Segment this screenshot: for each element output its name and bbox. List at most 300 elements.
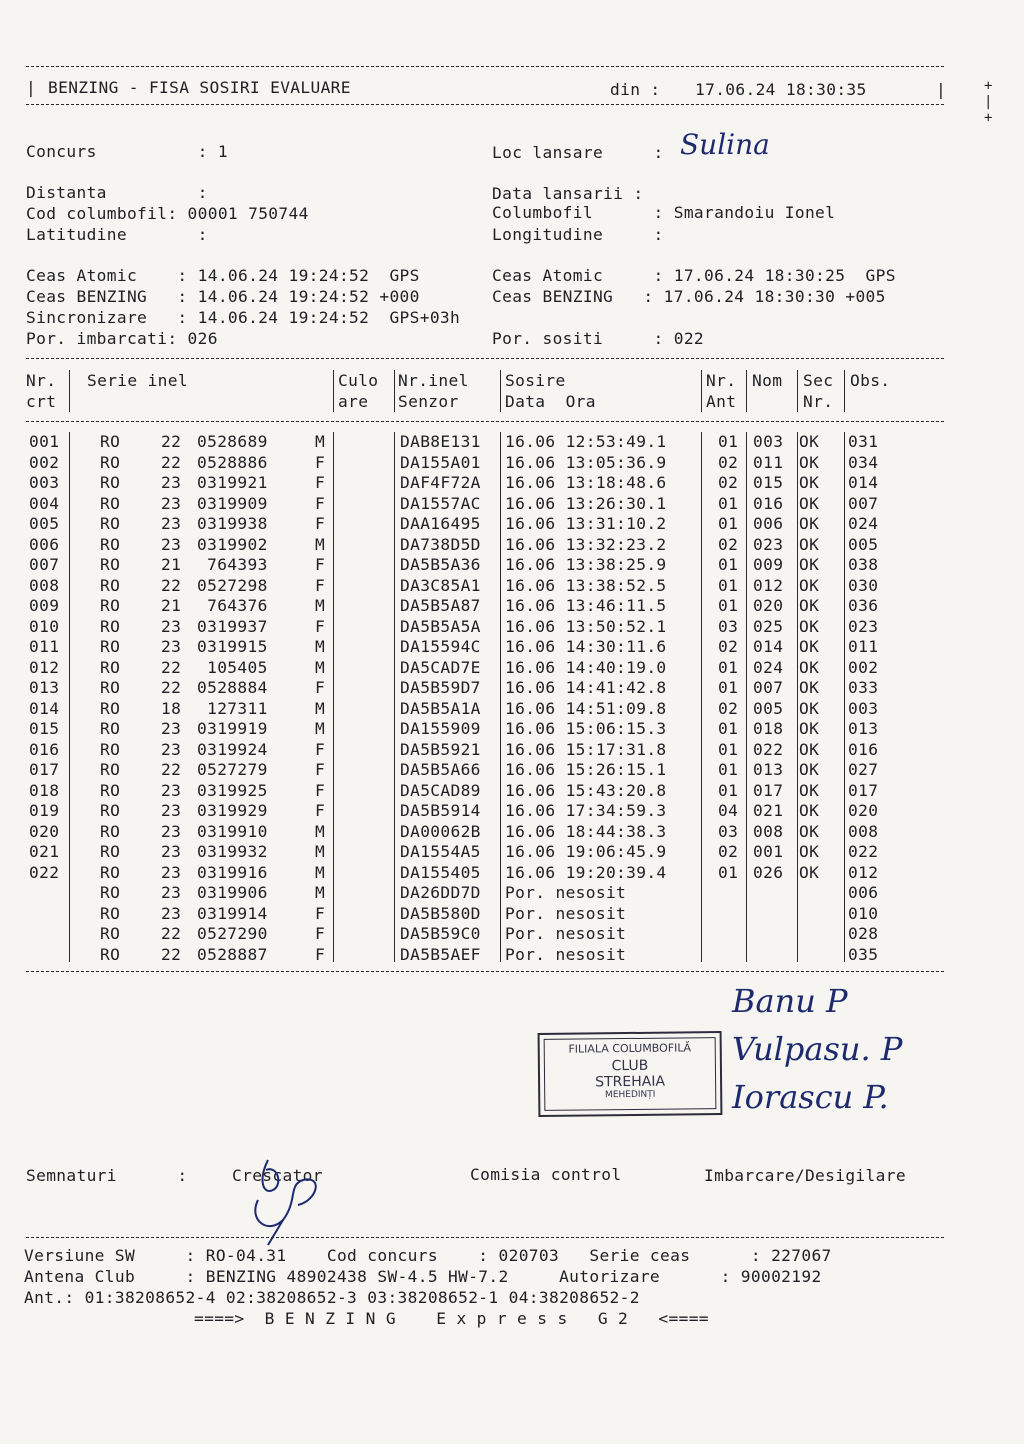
row-inel: 0319906: [197, 883, 268, 902]
row-inel: 0527279: [197, 760, 268, 779]
row-tara: RO: [100, 616, 121, 636]
ceas-atomic-start: Ceas Atomic : 14.06.24 19:24:52 GPS: [26, 266, 420, 285]
row-inel: 0527298: [197, 575, 268, 595]
row-sosire: 16.06 15:26:15.1: [505, 760, 667, 779]
row-sec: OK: [799, 534, 820, 554]
header-left-bar: |: [26, 78, 37, 97]
row-sex: M: [315, 862, 326, 882]
th-sep: [69, 370, 70, 412]
latitudine-line: Latitudine :: [26, 225, 208, 244]
row-nom: 017: [753, 780, 784, 800]
row-an: 23: [161, 616, 182, 636]
row-sex: M: [315, 534, 326, 554]
th-nrinel: Nr.inel: [398, 371, 469, 390]
row-obs: 012: [848, 862, 879, 882]
ceas-benzing-end: Ceas BENZING : 17.06.24 18:30:30 +005: [492, 287, 886, 306]
row-an: 23: [161, 780, 182, 800]
row-senzor: DA5B5A36: [400, 555, 481, 574]
row-ant: 03: [718, 616, 739, 636]
row-ant: 01: [718, 514, 739, 533]
stamp-line-1: FILIALA COLUMBOFILĂ: [568, 1041, 692, 1056]
row-crt: 016: [29, 739, 60, 759]
row-obs: 030: [848, 575, 879, 595]
row-ant: 03: [718, 821, 739, 841]
th-data-ora: Data Ora: [505, 392, 596, 411]
row-ant: 01: [718, 555, 739, 574]
th-sec-nr: Nr.: [803, 392, 834, 411]
row-obs: 017: [848, 780, 879, 800]
row-ant: 01: [718, 432, 739, 451]
th-nom: Nom: [752, 371, 783, 390]
row-an: 22: [161, 452, 182, 472]
row-ant: 04: [718, 801, 739, 820]
table-row: [0, 842, 1024, 862]
row-nom: 021: [753, 801, 784, 820]
header-din-label: din :: [610, 80, 661, 99]
row-tara: RO: [100, 842, 121, 861]
footer-ant-line: Ant.: 01:38208652-4 02:38208652-3 03:38208652-1 04:38208652-2: [24, 1288, 640, 1307]
table-row: [0, 494, 1024, 514]
distanta-line: Distanta :: [26, 183, 208, 202]
th-nrant: Nr.: [706, 371, 737, 390]
row-crt: 020: [29, 821, 60, 841]
row-obs: 027: [848, 760, 879, 779]
row-nom: 014: [753, 637, 784, 656]
row-an: 23: [161, 883, 182, 902]
ceas-atomic-end: Ceas Atomic : 17.06.24 18:30:25 GPS: [492, 266, 896, 285]
row-crt: 021: [29, 842, 60, 861]
row-senzor: DA1557AC: [400, 493, 481, 513]
row-inel: 0528886: [197, 452, 268, 472]
row-nom: 003: [753, 432, 784, 451]
th-sep: [394, 370, 395, 412]
row-tara: RO: [100, 780, 121, 800]
stamp-line-3: STREHAIA: [595, 1073, 666, 1091]
row-sosire: 16.06 13:32:23.2: [505, 534, 667, 554]
row-tara: RO: [100, 739, 121, 759]
row-an: 22: [161, 760, 182, 779]
semnaturi-label: Semnaturi :: [26, 1166, 188, 1185]
row-sex: M: [315, 657, 326, 677]
row-sec: OK: [799, 862, 820, 882]
row-crt: 018: [29, 780, 60, 800]
row-an: 23: [161, 862, 182, 882]
row-senzor: DAB8E131: [400, 432, 481, 451]
row-obs: 033: [848, 678, 879, 697]
row-an: 22: [161, 924, 182, 943]
row-obs: 013: [848, 719, 879, 738]
row-tara: RO: [100, 719, 121, 738]
row-sosire: 16.06 15:06:15.3: [505, 719, 667, 738]
row-sex: F: [315, 924, 326, 943]
row-obs: 038: [848, 555, 879, 574]
row-sosire: Por. nesosit: [505, 924, 627, 943]
row-sex: F: [315, 514, 326, 533]
row-obs: 022: [848, 842, 879, 861]
row-sosire: 16.06 14:30:11.6: [505, 637, 667, 656]
row-senzor: DA3C85A1: [400, 575, 481, 595]
row-tara: RO: [100, 534, 121, 554]
row-inel: 0319915: [197, 637, 268, 656]
row-sex: M: [315, 432, 326, 451]
row-inel: 105405: [197, 657, 268, 677]
row-sec: OK: [799, 575, 820, 595]
row-nom: 023: [753, 534, 784, 554]
row-ant: 01: [718, 719, 739, 738]
table-row: [0, 576, 1024, 596]
row-senzor: DA15594C: [400, 637, 481, 656]
table-row: [0, 473, 1024, 493]
row-ant: 01: [718, 739, 739, 759]
row-sex: M: [315, 883, 326, 902]
row-inel: 0319916: [197, 862, 268, 882]
row-sosire: 16.06 13:05:36.9: [505, 452, 667, 472]
row-ant: 01: [718, 780, 739, 800]
table-row: [0, 514, 1024, 534]
row-an: 23: [161, 534, 182, 554]
row-sex: F: [315, 780, 326, 800]
row-crt: 006: [29, 534, 60, 554]
row-obs: 006: [848, 883, 879, 902]
row-obs: 031: [848, 432, 879, 451]
row-sex: F: [315, 616, 326, 636]
longitudine-line: Longitudine :: [492, 225, 664, 244]
row-nom: 026: [753, 862, 784, 882]
row-an: 22: [161, 575, 182, 595]
page-title: BENZING - FISA SOSIRI EVALUARE: [48, 78, 351, 97]
row-obs: 035: [848, 944, 879, 964]
row-nom: 012: [753, 575, 784, 595]
row-senzor: DAA16495: [400, 514, 481, 533]
row-tara: RO: [100, 821, 121, 841]
row-an: 23: [161, 842, 182, 861]
row-tara: RO: [100, 657, 121, 677]
row-crt: 005: [29, 514, 60, 533]
row-sosire: 16.06 15:17:31.8: [505, 739, 667, 759]
row-obs: 024: [848, 514, 879, 533]
row-crt: 011: [29, 637, 60, 656]
row-tara: RO: [100, 452, 121, 472]
row-sosire: Por. nesosit: [505, 903, 627, 923]
table-row: [0, 432, 1024, 452]
th-nr: Nr.: [26, 371, 57, 390]
row-sex: F: [315, 555, 326, 574]
stamp-line-4: MEHEDINȚI: [604, 1089, 656, 1101]
row-sec: OK: [799, 432, 820, 451]
row-nom: 001: [753, 842, 784, 861]
por-imbarcati-line: Por. imbarcati: 026: [26, 329, 218, 348]
row-sex: F: [315, 452, 326, 472]
row-inel: 764393: [197, 555, 268, 574]
row-crt: 008: [29, 575, 60, 595]
row-senzor: DA5B580D: [400, 903, 481, 923]
row-an: 23: [161, 473, 182, 492]
table-row: [0, 596, 1024, 616]
ceas-benzing-start: Ceas BENZING : 14.06.24 19:24:52 +000: [26, 287, 420, 306]
row-sosire: 16.06 17:34:59.3: [505, 801, 667, 820]
stamp-line-2: CLUB: [611, 1057, 649, 1075]
row-tara: RO: [100, 596, 121, 615]
stamp-inner-border: [544, 1037, 717, 1111]
row-crt: 004: [29, 493, 60, 513]
table-row: [0, 945, 1024, 965]
row-sex: M: [315, 821, 326, 841]
row-senzor: DA1554A5: [400, 842, 481, 861]
row-crt: 019: [29, 801, 60, 820]
row-sosire: 16.06 13:18:48.6: [505, 473, 667, 492]
row-sex: F: [315, 575, 326, 595]
table-row: [0, 760, 1024, 780]
data-lansarii-line: Data lansarii :: [492, 184, 644, 203]
row-tara: RO: [100, 924, 121, 943]
row-nom: 007: [753, 678, 784, 697]
row-ant: 02: [718, 698, 739, 718]
row-tara: RO: [100, 493, 121, 513]
row-inel: 764376: [197, 596, 268, 615]
row-nom: 024: [753, 657, 784, 677]
row-tara: RO: [100, 678, 121, 697]
row-crt: 010: [29, 616, 60, 636]
row-an: 22: [161, 432, 182, 451]
row-ant: 02: [718, 534, 739, 554]
sincronizare-line: Sincronizare : 14.06.24 19:24:52 GPS+03h: [26, 308, 461, 327]
concurs-line: Concurs : 1: [26, 142, 228, 161]
table-row: [0, 555, 1024, 575]
row-nom: 005: [753, 698, 784, 718]
row-tara: RO: [100, 760, 121, 779]
row-ant: 01: [718, 760, 739, 779]
row-sex: M: [315, 842, 326, 861]
rule-top: [26, 66, 944, 67]
th-sep: [500, 370, 501, 412]
th-sosire: Sosire: [505, 371, 566, 390]
row-sosire: 16.06 14:51:09.8: [505, 698, 667, 718]
table-row: [0, 617, 1024, 637]
cod-columbofil-line: Cod columbofil: 00001 750744: [26, 204, 309, 223]
row-sec: OK: [799, 780, 820, 800]
row-crt: 014: [29, 698, 60, 718]
table-row: [0, 781, 1024, 801]
row-ant: 01: [718, 575, 739, 595]
row-senzor: DA738D5D: [400, 534, 481, 554]
row-sosire: 16.06 14:40:19.0: [505, 657, 667, 677]
row-sosire: 16.06 13:38:52.5: [505, 575, 667, 595]
th-culo: Culo: [338, 371, 379, 390]
row-obs: 011: [848, 637, 879, 656]
th-sep: [333, 370, 334, 412]
footer-versiune-line: Versiune SW : RO-04.31 Cod concurs : 020703 Serie ceas : 227067: [24, 1246, 832, 1265]
row-crt: 015: [29, 719, 60, 738]
row-inel: 0319932: [197, 842, 268, 861]
row-senzor: DA155405: [400, 862, 481, 882]
row-nom: 020: [753, 596, 784, 615]
row-nom: 015: [753, 473, 784, 492]
rule-table-bottom: [26, 971, 944, 972]
rule-table-header-bottom: [26, 421, 944, 422]
row-an: 22: [161, 678, 182, 697]
handwritten-signature-1: Banu P: [732, 982, 848, 1020]
crescator-signature-scribble: [228, 1140, 358, 1250]
th-sep: [797, 370, 798, 412]
row-ant: 01: [718, 493, 739, 513]
loc-lansare-handwritten: Sulina: [680, 128, 770, 161]
row-crt: 007: [29, 555, 60, 574]
row-senzor: DAF4F72A: [400, 473, 481, 492]
comisia-label: Comisia control: [470, 1165, 622, 1184]
row-inel: 0319919: [197, 719, 268, 738]
row-crt: 003: [29, 473, 60, 492]
row-sec: OK: [799, 473, 820, 492]
footer-express-line: ====> B E N Z I N G E x p r e s s G 2 <====: [194, 1309, 709, 1328]
row-inel: 0319929: [197, 801, 268, 820]
row-senzor: DA155A01: [400, 452, 481, 472]
row-nom: 013: [753, 760, 784, 779]
row-senzor: DA5B5A66: [400, 760, 481, 779]
row-senzor: DA5B5914: [400, 801, 481, 820]
row-sec: OK: [799, 596, 820, 615]
row-tara: RO: [100, 575, 121, 595]
row-senzor: DA5B5921: [400, 739, 481, 759]
rule-footer-top: [26, 1237, 944, 1238]
row-tara: RO: [100, 514, 121, 533]
row-inel: 127311: [197, 698, 268, 718]
por-sositi-line: Por. sositi : 022: [492, 329, 705, 348]
row-an: 23: [161, 903, 182, 923]
row-sosire: Por. nesosit: [505, 944, 627, 964]
row-inel: 0319937: [197, 616, 268, 636]
row-nom: 018: [753, 719, 784, 738]
table-row: [0, 801, 1024, 821]
row-sex: M: [315, 698, 326, 718]
row-senzor: DA5CAD89: [400, 780, 481, 800]
th-sep: [844, 370, 845, 412]
row-obs: 028: [848, 924, 879, 943]
row-senzor: DA26DD7D: [400, 883, 481, 902]
row-inel: 0319925: [197, 780, 268, 800]
row-senzor: DA5B59D7: [400, 678, 481, 697]
row-tara: RO: [100, 903, 121, 923]
row-crt: 009: [29, 596, 60, 615]
table-row: [0, 699, 1024, 719]
table-row: [0, 740, 1024, 760]
row-senzor: DA5B5A87: [400, 596, 481, 615]
table-row: [0, 883, 1024, 903]
row-an: 21: [161, 596, 182, 615]
rule-table-top: [26, 358, 944, 359]
row-senzor: DA5B59C0: [400, 924, 481, 943]
th-ant: Ant: [706, 392, 737, 411]
row-ant: 01: [718, 657, 739, 677]
row-an: 22: [161, 657, 182, 677]
th-sep: [701, 370, 702, 412]
row-sec: OK: [799, 821, 820, 841]
row-tara: RO: [100, 698, 121, 718]
row-obs: 016: [848, 739, 879, 759]
row-crt: 013: [29, 678, 60, 697]
row-ant: 01: [718, 862, 739, 882]
row-an: 22: [161, 944, 182, 964]
row-crt: 012: [29, 657, 60, 677]
row-obs: 005: [848, 534, 879, 554]
row-sex: M: [315, 719, 326, 738]
row-an: 18: [161, 698, 182, 718]
row-sec: OK: [799, 842, 820, 861]
row-sec: OK: [799, 452, 820, 472]
row-nom: 009: [753, 555, 784, 574]
row-crt: 017: [29, 760, 60, 779]
club-stamp: [538, 1031, 723, 1117]
table-row: [0, 658, 1024, 678]
crescator-label: Crescator: [232, 1166, 323, 1185]
row-obs: 002: [848, 657, 879, 677]
row-sex: M: [315, 637, 326, 656]
row-obs: 023: [848, 616, 879, 636]
row-inel: 0319921: [197, 473, 268, 492]
row-sosire: 16.06 13:26:30.1: [505, 493, 667, 513]
row-nom: 016: [753, 493, 784, 513]
row-sosire: 16.06 14:41:42.8: [505, 678, 667, 697]
row-senzor: DA5B5A1A: [400, 698, 481, 718]
row-obs: 014: [848, 473, 879, 492]
th-sep: [746, 370, 747, 412]
table-row: [0, 924, 1024, 944]
row-sosire: 16.06 19:06:45.9: [505, 842, 667, 861]
row-obs: 008: [848, 821, 879, 841]
row-obs: 034: [848, 452, 879, 472]
row-sec: OK: [799, 493, 820, 513]
margin-mark: + | +: [984, 78, 993, 126]
row-sec: OK: [799, 739, 820, 759]
row-obs: 036: [848, 596, 879, 615]
footer-antena-line: Antena Club : BENZING 48902438 SW-4.5 HW-7.2 Autorizare : 90002192: [24, 1267, 822, 1286]
row-sex: F: [315, 678, 326, 697]
row-an: 23: [161, 514, 182, 533]
row-sec: OK: [799, 760, 820, 779]
row-sec: OK: [799, 555, 820, 574]
row-obs: 020: [848, 801, 879, 820]
row-tara: RO: [100, 862, 121, 882]
row-sosire: 16.06 12:53:49.1: [505, 432, 667, 451]
row-senzor: DA155909: [400, 719, 481, 738]
row-senzor: DA5B5A5A: [400, 616, 481, 636]
table-row: [0, 863, 1024, 883]
row-inel: 0319902: [197, 534, 268, 554]
row-sex: F: [315, 944, 326, 964]
row-ant: 01: [718, 678, 739, 697]
row-sosire: 16.06 13:31:10.2: [505, 514, 667, 533]
th-serie: Serie inel: [87, 371, 188, 390]
row-inel: 0319909: [197, 493, 268, 513]
row-obs: 007: [848, 493, 879, 513]
row-sex: F: [315, 739, 326, 759]
th-crt: crt: [26, 392, 57, 411]
row-senzor: DA5CAD7E: [400, 657, 481, 677]
row-an: 23: [161, 739, 182, 759]
row-sex: F: [315, 493, 326, 513]
th-senzor: Senzor: [398, 392, 459, 411]
row-sosire: 16.06 13:50:52.1: [505, 616, 667, 636]
row-an: 23: [161, 493, 182, 513]
row-sosire: 16.06 15:43:20.8: [505, 780, 667, 800]
row-ant: 01: [718, 596, 739, 615]
row-sosire: 16.06 19:20:39.4: [505, 862, 667, 882]
row-sec: OK: [799, 801, 820, 820]
row-sex: F: [315, 760, 326, 779]
table-row: [0, 535, 1024, 555]
row-sec: OK: [799, 698, 820, 718]
row-sex: F: [315, 801, 326, 820]
row-tara: RO: [100, 473, 121, 492]
